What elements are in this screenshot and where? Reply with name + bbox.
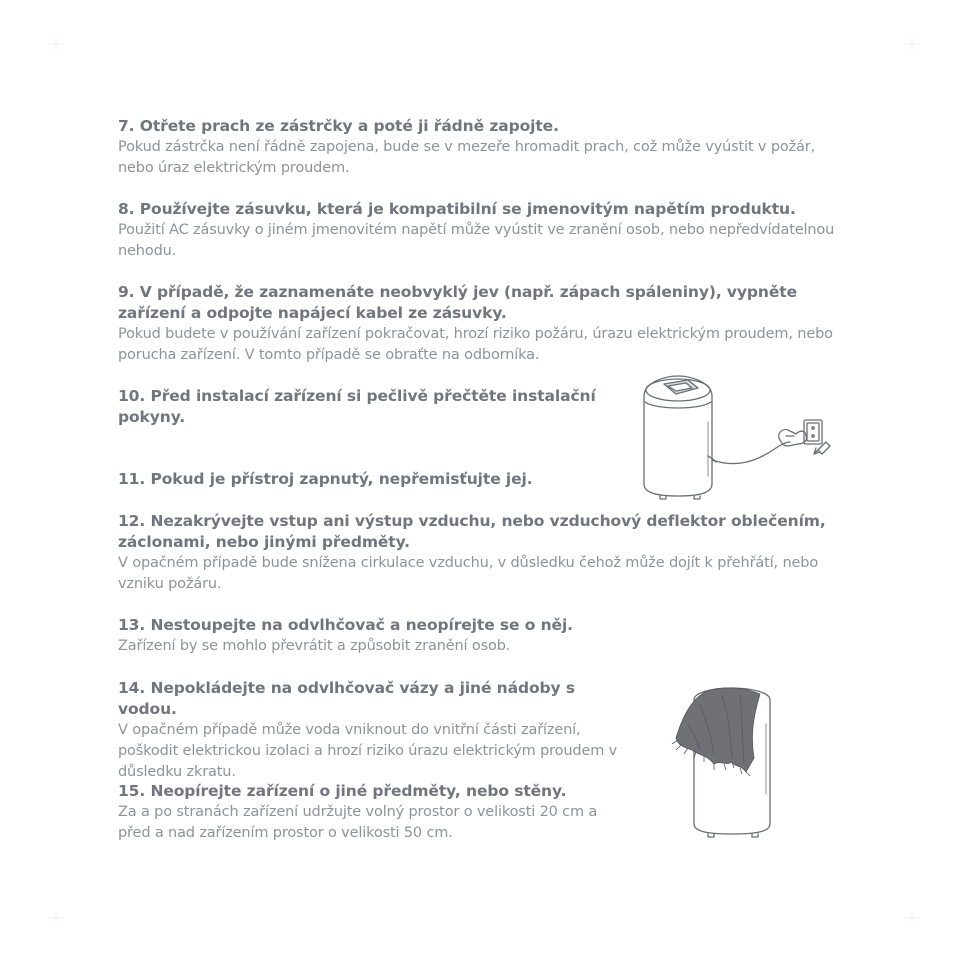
instruction-item-9 bbox=[118, 282, 846, 366]
instruction-item-8 bbox=[118, 199, 846, 262]
crop-mark-icon bbox=[906, 912, 918, 924]
instruction-body: V opačném případě bude snížena cirkulace vzduchu, v důsledku čehož může dojít k přehřátí, nebo vzniku požáru. bbox=[118, 555, 819, 592]
crop-mark-icon bbox=[50, 38, 62, 50]
instruction-heading: 15. Neopírejte zařízení o jiné předměty, nebo stěny. bbox=[118, 782, 567, 800]
instruction-heading: 14. Nepokládejte na odvlhčovač vázy a jiné nádoby s vodou. bbox=[118, 679, 575, 718]
instruction-heading: 13. Nestoupejte na odvlhčovač a neopírejte se o něj. bbox=[118, 616, 573, 634]
dehumidifier-unplug-illustration bbox=[636, 372, 836, 504]
instruction-body: Zařízení by se mohlo převrátit a způsobit zranění osob. bbox=[118, 638, 511, 654]
instruction-heading: 8. Používejte zásuvku, která je kompatibilní se jmenovitým napětím produktu. bbox=[118, 200, 796, 218]
instruction-heading: 9. V případě, že zaznamenáte neobvyklý jev (např. zápach spáleniny), vypněte zařízení a odpojte napájecí kabel ze zásuvky. bbox=[118, 283, 797, 322]
crop-mark-icon bbox=[906, 38, 918, 50]
instruction-item-11 bbox=[118, 469, 618, 490]
instruction-item-12 bbox=[118, 511, 846, 595]
instruction-item-13 bbox=[118, 615, 846, 657]
instruction-body: Za a po stranách zařízení udržujte volný prostor o velikosti 20 cm a před a nad zařízením prostor o velikosti 50 cm. bbox=[118, 804, 598, 841]
instruction-heading: 10. Před instalací zařízení si pečlivě přečtěte instalační pokyny. bbox=[118, 387, 596, 426]
instruction-heading: 11. Pokud je přístroj zapnutý, nepřemisťujte jej. bbox=[118, 470, 533, 488]
instruction-item-15 bbox=[118, 781, 618, 844]
dehumidifier-covered-illustration bbox=[670, 684, 786, 840]
instruction-item-10 bbox=[118, 386, 618, 428]
instruction-body: Použití AC zásuvky o jiném jmenovitém napětí může vyústit ve zranění osob, nebo nepředvídatelnou nehodu. bbox=[118, 222, 835, 259]
instruction-heading: 12. Nezakrývejte vstup ani výstup vzduchu, nebo vzduchový deflektor oblečením, záclonami, nebo jinými předměty. bbox=[118, 512, 826, 551]
instruction-body: V opačném případě může voda vniknout do vnitřní části zařízení, poškodit elektrickou izolaci a hrozí riziko úrazu elektrickým proudem v důsledku zkratu. bbox=[118, 722, 618, 780]
crop-mark-icon bbox=[50, 912, 62, 924]
instruction-item-7 bbox=[118, 116, 846, 179]
instruction-body: Pokud zástrčka není řádně zapojena, bude se v mezeře hromadit prach, což může vyústit v požár, nebo úraz elektrickým proudem. bbox=[118, 139, 816, 176]
instruction-body: Pokud budete v používání zařízení pokračovat, hrozí riziko požáru, úrazu elektrickým proudem, nebo porucha zařízení. V tomto případě se obraťte na odborníka. bbox=[118, 326, 833, 363]
instruction-item-14 bbox=[118, 678, 618, 783]
instruction-heading: 7. Otřete prach ze zástrčky a poté ji řádně zapojte. bbox=[118, 117, 559, 135]
